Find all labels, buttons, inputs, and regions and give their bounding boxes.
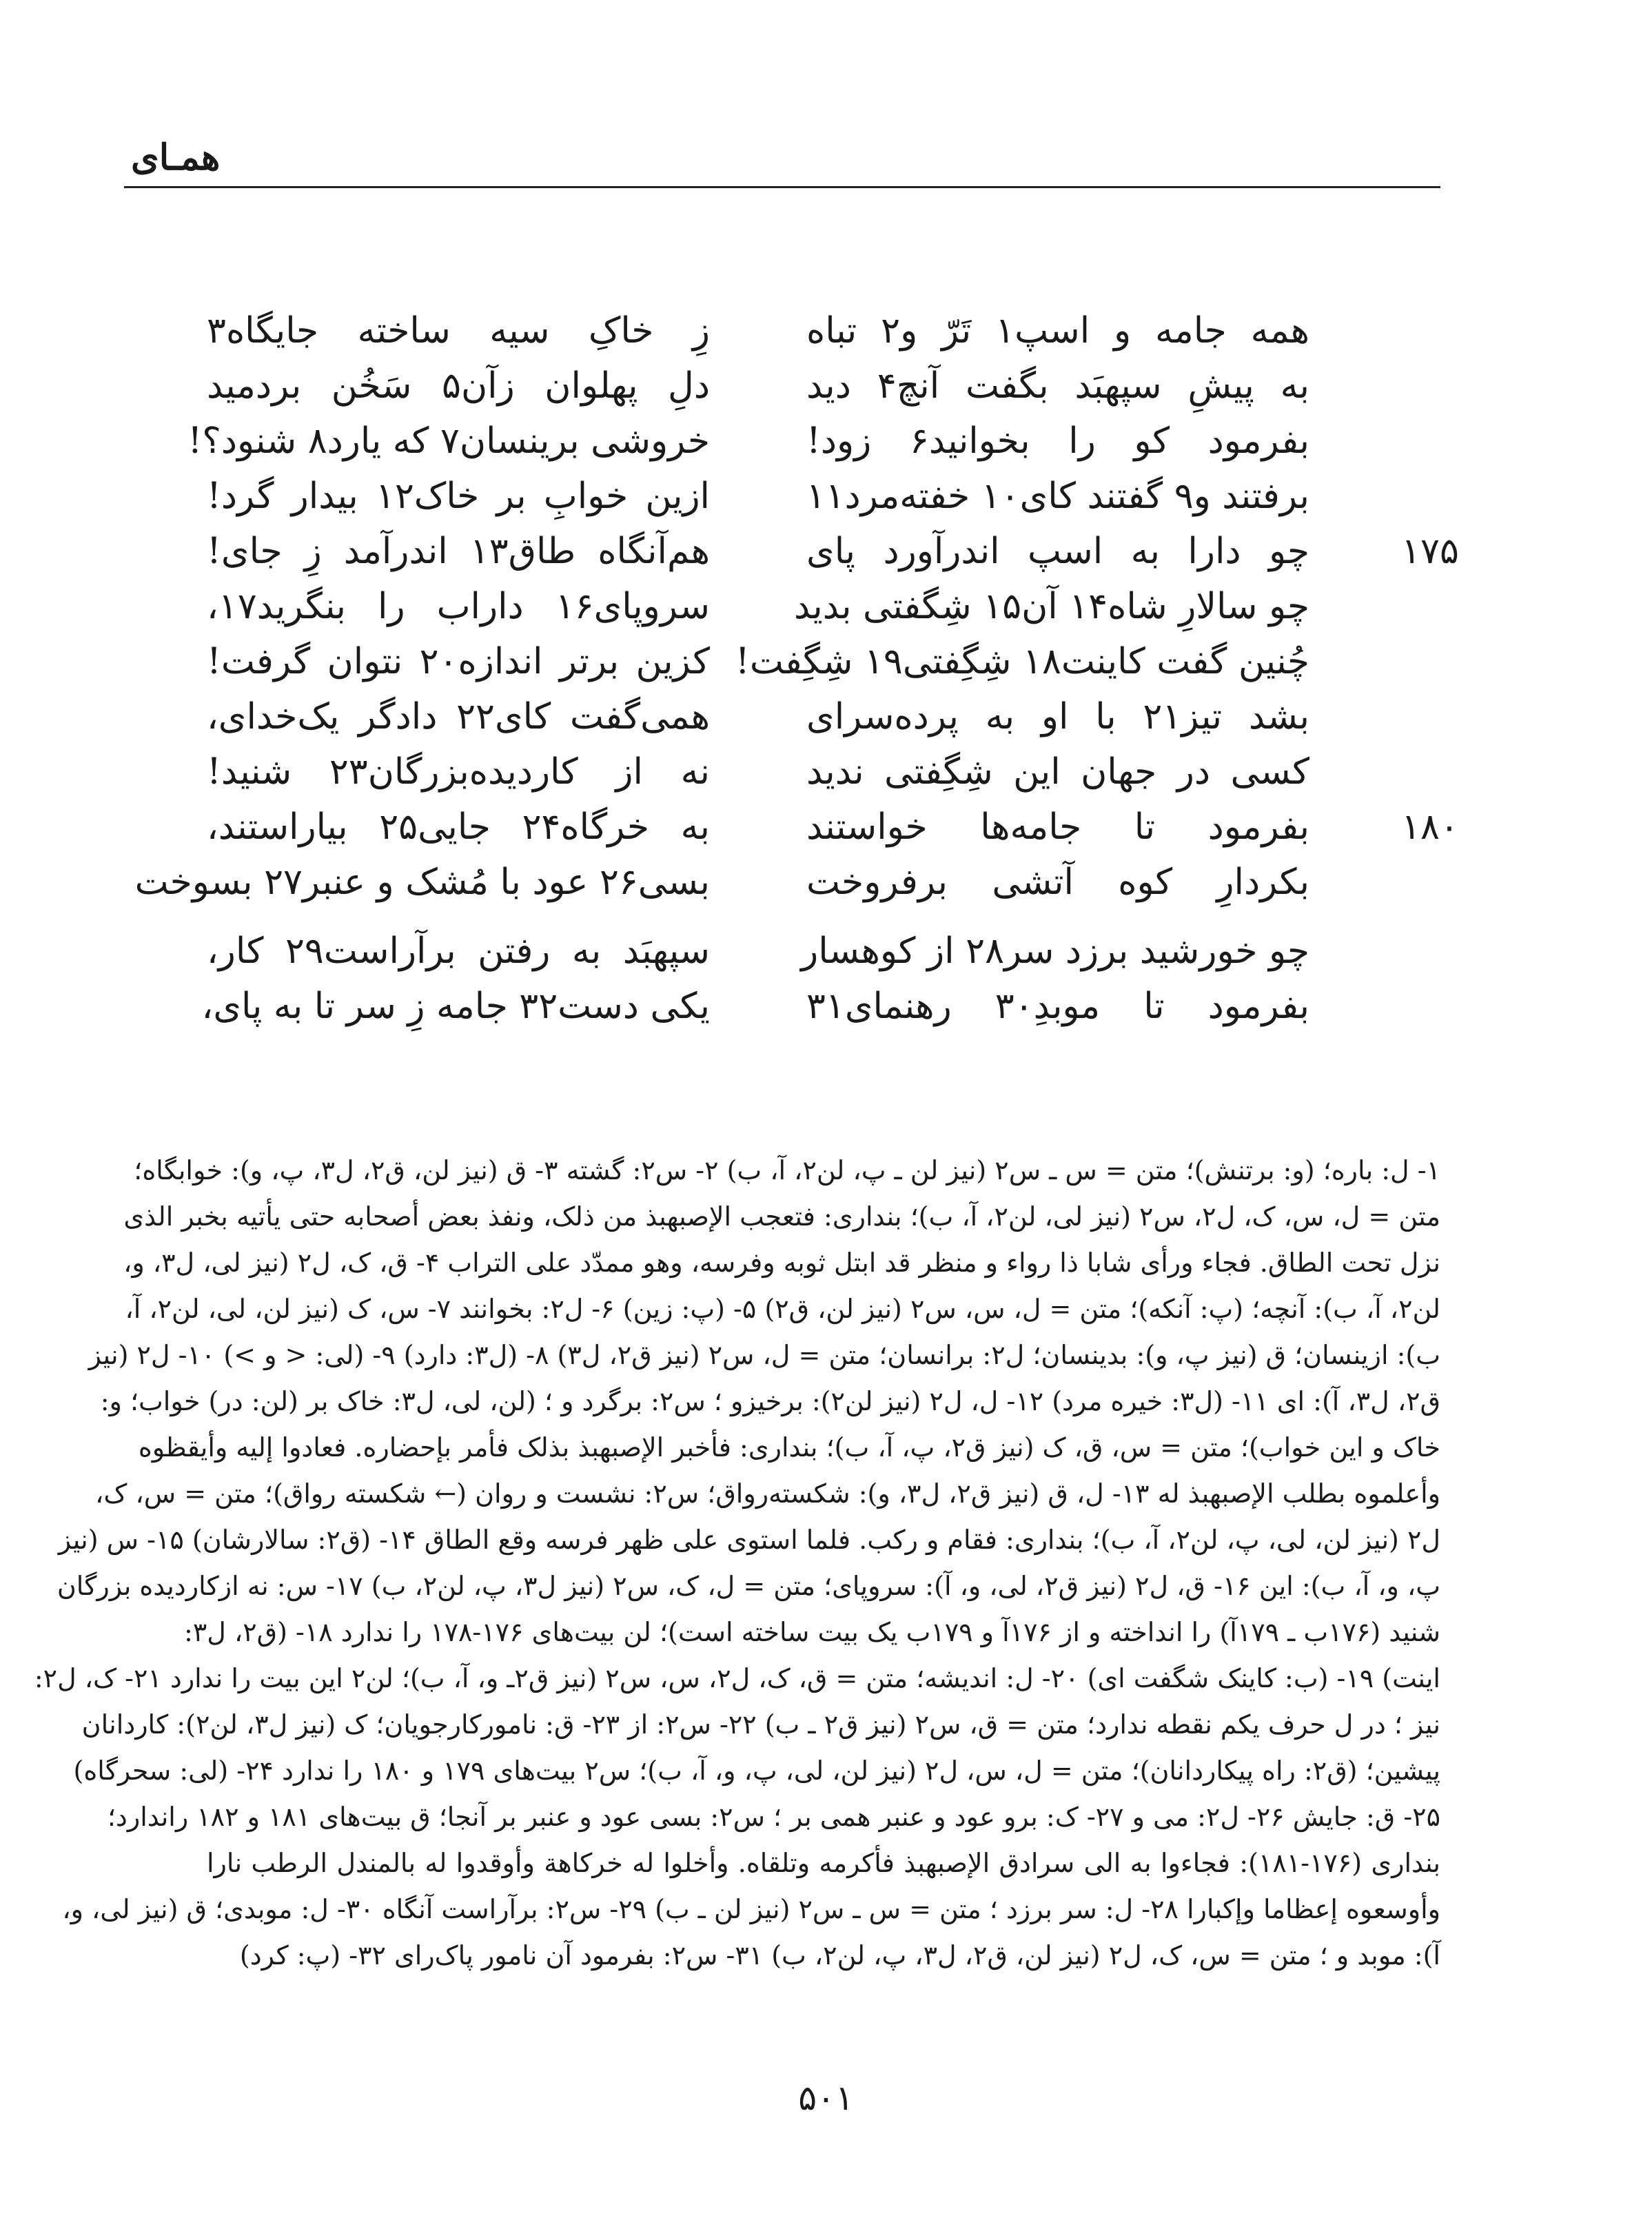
first-hemistich: همه جامه و اسپ۱ تَرّ و۲ تباه: [806, 310, 1309, 352]
page-number: ۵۰۱: [798, 2078, 854, 2118]
second-hemistich: ازین خوابِ بر خاک۱۲ بیدار گرد!: [207, 476, 711, 517]
verse-line: [207, 524, 1459, 579]
second-hemistich: خروشی برینسان۷ که یارد۸ شنود؟!: [187, 420, 710, 462]
footnotes: [34, 1148, 1440, 1979]
verse-line: [201, 979, 1447, 1034]
verse-line: [207, 469, 1447, 524]
second-hemistich: یکی دست۳۲ جامه زِ سر تا به پای،: [201, 986, 710, 1027]
footnote-line: ب): ازینسان؛ ق (نیز پ، و): بدینسان؛ ل۲: برانسان؛ متن = ل، س۲ (نیز ق۲، ل۳) ۸- (ل۳: دارد) ۹- (لی: < و >) ۱۰- ل۲ (نیز: [88, 1340, 1440, 1370]
second-hemistich: همی‌گفت کای۲۲ دادگر یک‌خدای،: [207, 696, 710, 737]
first-hemistich: برفتند و۹ گفتند کای۱۰ خفته‌مرد۱۱: [806, 476, 1309, 517]
footnote-line: بنداری (۱۷۶-۱۸۱): فجاءوا به الی سرادق الإصبهبذ فأکرمه وتلقاه. وأخلوا له خرکاهة وأوقدوا له بالمندل الرطب نارا: [207, 1848, 1440, 1878]
footnote-line: پ، و، آ، ب): این ۱۶- ق، ل۲ (نیز ق۲، لی، و، آ): سروپای؛ متن = ل، ک، س۲ (نیز ل۳، پ، لن۲، ب) ۱۷- س: نه ازکاردیده بزرگان: [57, 1571, 1440, 1601]
first-hemistich: چُنین گفت کاینت۱۸ شِگِفتی۱۹ شِگِفت!: [735, 641, 1309, 682]
verse-number: ۱۸۰: [1401, 806, 1459, 848]
footnote-line: خاک و این خواب)؛ متن = س، ق، ک (نیز ق۲، پ، آ، ب)؛ بنداری: فأخبر الإصبهبذ بذلک فأمر بإحضاره. فعادوا إلیه وأیقظوه: [138, 1432, 1440, 1463]
first-hemistich: بفرمود تا موبدِ۳۰ رهنمای۳۱: [806, 986, 1309, 1027]
verse-line: [207, 634, 1447, 689]
first-hemistich: بکردارِ کوه آتشی برفروخت: [806, 862, 1309, 903]
footnote-line: وأوسعوه إعظاما وإکبارا ۲۸- ل: سر برزد ؛ متن = س ـ س۲ (نیز لن ـ ب) ۲۹- س۲: برآراست آنگاه ۳۰- ل: موبدی؛ ق (نیز لی، و،: [62, 1894, 1440, 1924]
second-hemistich: بسی۲۶ عود با مُشک و عنبر۲۷ بسوخت: [134, 862, 710, 903]
footnote-line: شنید (۱۷۶ب ـ ۱۷۹آ) را انداخته و از ۱۷۶آ و ۱۷۹ب یک بیت ساخته است)؛ لن بیت‌های ۱۷۶-۱۷۸ را ندارد ۱۸- (ق۲، ل۳:: [184, 1617, 1440, 1647]
first-hemistich: به پیشِ سپهبَد بگفت آنچ۴ دید: [806, 365, 1310, 407]
verse-line: [207, 744, 1447, 800]
second-hemistich: دلِ پهلوان زآن۵ سَخُن بردمید: [207, 365, 710, 407]
footnote-line: ۲۵- ق: جایش ۲۶- ل۲: می و ۲۷- ک: برو عود و عنبر همی بر ؛ س۲: بسی عود و عنبر بر آنجا؛ ق بیت‌های ۱۸۱ و ۱۸۲ راندارد؛: [107, 1802, 1440, 1832]
second-hemistich: کزین برتر اندازه۲۰ نتوان گرفت!: [207, 641, 710, 682]
verse-line: [207, 924, 1447, 979]
footnote-line: اینت) ۱۹- (ب: کاینک شگفت ای) ۲۰- ل: اندیشه؛ متن = ق، ک، ل۲، س، س۲ (نیز ق۲ـ و، آ، ب)؛ لن۲ این بیت را ندارد ۲۱- ک، ل۲:: [34, 1663, 1440, 1693]
verse-line: [207, 800, 1459, 855]
second-hemistich: هم‌آنگاه طاق۱۳ اندرآمد زِ جای!: [207, 531, 710, 572]
footnote-line: ۱- ل: باره؛ (و: برتنش)؛ متن = س ـ س۲ (نیز لن ـ پ، لن۲، آ، ب) ۲- س۲: گشته ۳- ق (نیز لن، ق۲، ل۳، پ، و): خوابگاه؛: [134, 1155, 1440, 1185]
first-hemistich: بفرمود تا جامه‌ها خواستند: [806, 806, 1309, 848]
footnote-line: پیشین؛ (ق۲: راه پیکاردانان)؛ متن = ل، س، ل۲ (نیز لن، لی، پ، و، آ، ب)؛ س۲ بیت‌های ۱۷۹ و ۱۸۰ را ندارد ۲۴- (لی: سحرگاه): [73, 1755, 1440, 1786]
verse-block: [134, 303, 1459, 1034]
verse-line: [134, 855, 1447, 910]
verse-number: ۱۷۵: [1401, 531, 1459, 572]
footnote-line: نزل تحت الطاق. فجاء ورأی شابا ذا رواء و منظر قد ابتل ثوبه وفرسه، وهو ممدّد علی التراب ۴- ق، ک، ل۲ (نیز لی، ل۳، و،: [123, 1248, 1440, 1278]
footnote-line: نیز ؛ در ل حرف یکم نقطه ندارد؛ متن = ق، س۲ (نیز ق۲ ـ ب) ۲۲- س۲: از ۲۳- ق: نامورکارجویان؛ ک (نیز ل۳، لن۲): کاردانان: [81, 1709, 1440, 1740]
footnote-line: آ): موبد و ؛ متن = س، ک، ل۲ (نیز لن، ق۲، ل۳، پ، لن۲، ب) ۳۱- س۲: بفرمود آن نامور پاک‌رای ۳۲- (پ: کرد): [239, 1940, 1440, 1971]
second-hemistich: به خرگاه۲۴ جایی۲۵ بیاراستند،: [207, 806, 710, 848]
second-hemistich: سپهبَد به رفتن برآراست۲۹ کار،: [207, 930, 710, 972]
verse-line: [207, 358, 1447, 414]
first-hemistich: چو سالارِ شاه۱۴ آن۱۵ شِگفتی بدید: [793, 586, 1309, 627]
footnote-line: متن = ل، س، ک، ل۲، س۲ (نیز لی، لن۲، آ، ب)؛ بنداری: فتعجب الإصبهبذ من ذلک، ونفذ بعض أصحابه حتی یأتیه بخبر الذی: [123, 1201, 1440, 1232]
second-hemistich: زِ خاکِ سیه ساخته جایگاه۳: [207, 310, 710, 352]
verse-line: [207, 579, 1447, 634]
first-hemistich: چو دارا به اسپ اندرآورد پای: [806, 531, 1309, 572]
verse-line: [207, 689, 1447, 744]
first-hemistich: بفرمود کو را بخوانید۶ زود!: [806, 420, 1309, 462]
first-hemistich: بشد تیز۲۱ با او به پرده‌سرای: [806, 696, 1309, 737]
footnote-line: وأعلموه بطلب الإصبهبذ له ۱۳- ل، ق (نیز ق۲، ل۳، و): شکسته‌رواق؛ س۲: نشست و روان (← شکسته رواق)؛ متن = س، ک،: [95, 1478, 1440, 1509]
footnote-line: ل۲ (نیز لن، لی، پ، لن۲، آ، ب)؛ بنداری: فقام و رکب. فلما استوی علی ظهر فرسه وقع الطاق ۱۴- (ق۲: سالارشان) ۱۵- س (نیز: [58, 1525, 1440, 1555]
first-hemistich: کسی در جهان این شِگِفتی ندید: [806, 751, 1309, 793]
footnote-line: لن۲، آ، ب): آنچه؛ (پ: آنکه)؛ متن = ل، س، س۲ (نیز لن، ق۲) ۵- (پ: زین) ۶- ل۲: بخوانند ۷- س، ک (نیز لن، لی، لن۲، آ،: [125, 1294, 1440, 1324]
footnote-line: ق۲، ل۳، آ): ای ۱۱- (ل۳: خیره مرد) ۱۲- ل، ل۲ (نیز لن۲): برخیزو ؛ س۲: برگرد و ؛ (لن، لی، ل۳: خاک بر (لن: در) خواب؛ و:: [100, 1386, 1440, 1416]
verse-line: [207, 303, 1447, 358]
second-hemistich: سروپای۱۶ داراب را بنگرید۱۷،: [207, 586, 710, 627]
second-hemistich: نه از کاردیده‌بزرگان۲۳ شنید!: [207, 751, 710, 793]
running-header: همـای: [131, 136, 221, 179]
verse-line: [187, 414, 1447, 469]
header-rule: [124, 186, 1440, 188]
first-hemistich: چو خورشید برزد سر۲۸ از کوهسار: [801, 930, 1309, 972]
